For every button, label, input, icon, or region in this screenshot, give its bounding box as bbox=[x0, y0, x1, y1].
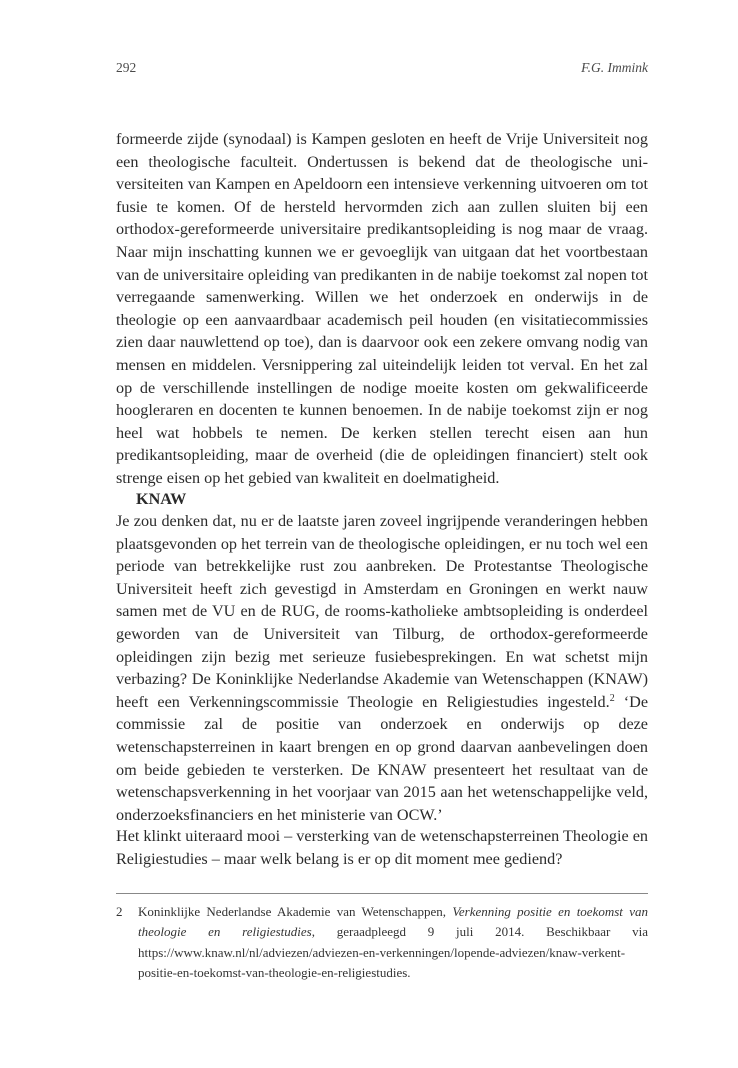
page-header bbox=[116, 60, 648, 80]
footnote-title: Verkenning positie en toekomst van theologie en religiestudies bbox=[138, 904, 648, 940]
section-heading: KNAW bbox=[136, 490, 187, 508]
footnote-text-after: , geraadpleegd 9 juli 2014. Beschikbaar via https://www.knaw.nl/nl/adviezen/adviezen-en-verkenningen/lopende-adviezen/knaw-verkent-positie-en-toekomst-van-theologie-en-religiestudies. bbox=[138, 924, 648, 980]
body-paragraph-3: Het klinkt uiteraard mooi – versterking van de wetenschapsterreinen Theologie en Religiestudies – maar welk belang is er op dit moment mee gediend? bbox=[116, 827, 648, 868]
page-number: 292 bbox=[116, 60, 137, 75]
paragraph-2-text-before-note: Je zou denken dat, nu er de laatste jaren zoveel ingrijpende veranderingen hebben plaatsgevonden op het terrein van de theologische opleidingen, er nu toch wel een periode van betrekkelijke rust zou aanbreken. De Protestantse Theologische Universiteit heeft zich gevestigd in Amsterdam en Groningen en werkt nauw samen met de VU en de RUG, de rooms-katholieke ambtsopleiding is onderdeel geworden van de Universiteit van Tilburg, de orthodox-gereformeerde opleidingen zijn bezig met serieuze fusiebesprekingen. En wat schetst mijn verbazing? De Koninklijke Nederlandse Akademie van Wetenschappen (KNAW) heeft een Verkenningscommissie Theologie en Religiestudies ingesteld. bbox=[116, 512, 648, 711]
footnote bbox=[116, 902, 648, 983]
body-paragraph-1: formeerde zijde (synodaal) is Kampen gesloten en heeft de Vrije Universiteit nog een theologische faculteit. Ondertussen is bekend dat de theologische universiteiten van Kampen en Apeldoorn een intensieve verkenning uitvoeren om tot fusie te komen. Of de hersteld hervormden zich aan zullen sluiten bij een orthodox-gereformeerde universitaire predikantsopleiding is nog maar de vraag. Naar mijn inschatting kunnen we er gevoeglijk van uitgaan dat het voortbestaan van de universitaire opleiding van predikanten in de nabije toekomst zal nopen tot verregaande samenwerking. Willen we het onderzoek en onderwijs in de theologie op een aanvaardbaar academisch peil houden (en visitatiecommissies zien daar nauwlettend op toe), dan is daarvoor ook een zekere omvang nodig van mensen en middelen. Versnippering zal uiteindelijk leiden tot verval. En het zal op de verschillende instellingen de nodige moeite kosten om gekwalificeerde hoogleraren en docenten te kunnen benoemen. In de nabije toekomst zijn er nog heel wat hobbels te nemen. De kerken stellen terecht eisen aan hun predikantsopleiding, maar de overheid (die de opleidingen financiert) stelt ook strenge eisen op het gebied van kwaliteit en doelmatigheid. bbox=[116, 130, 648, 487]
paragraph-2-text-after-note: ‘De commissie zal de positie van onderzoek en onderwijs op deze wetenschapsterreinen in kaart brengen en op grond daarvan aanbevelingen doen om beide gebieden te versterken. De KNAW presenteert het resultaat van de wetenschapsverkenning in het voorjaar van 2015 aan het wetenschappelijke veld, onderzoeksfinanciers en het ministerie van OCW.’ bbox=[116, 692, 648, 824]
footnote-divider bbox=[116, 893, 648, 894]
running-head-author: F.G. Immink bbox=[581, 60, 648, 75]
body-paragraph-2 bbox=[116, 510, 648, 826]
footnote-text bbox=[138, 902, 648, 983]
footnote-text-before: Koninklijke Nederlandse Akademie van Wetenschappen, bbox=[138, 904, 453, 919]
footnote-reference[interactable]: 2 bbox=[609, 692, 615, 704]
footnote-number: 2 bbox=[116, 904, 123, 919]
